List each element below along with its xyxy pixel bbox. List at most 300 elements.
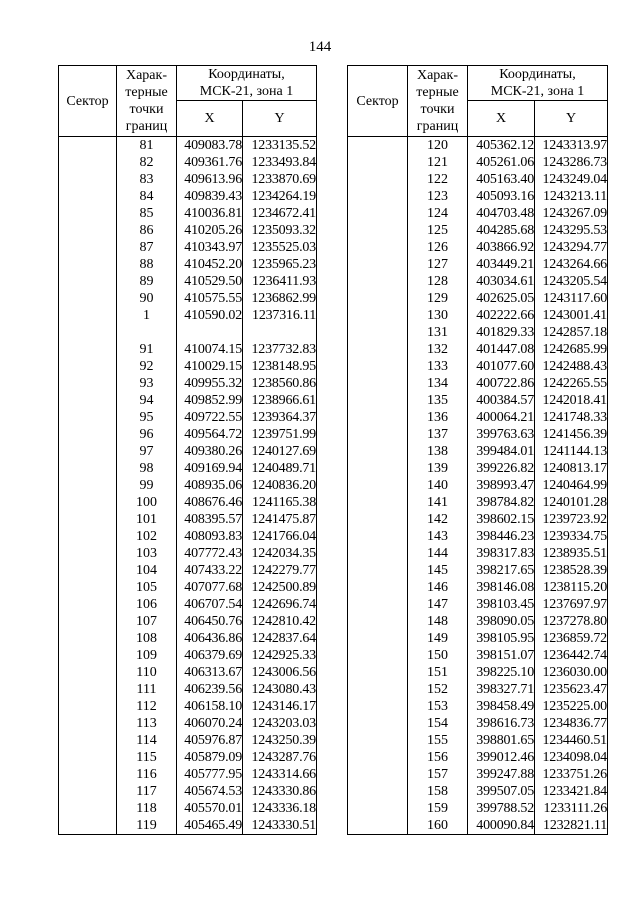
y-coordinate-cell: 1242857.18 bbox=[535, 324, 608, 341]
point-cell: 83 bbox=[117, 171, 177, 188]
page-number: 144 bbox=[308, 39, 332, 55]
y-coordinate-cell: 1232821.11 bbox=[535, 817, 608, 835]
table-row bbox=[59, 375, 317, 392]
y-coordinate-cell: 1240464.99 bbox=[535, 477, 608, 494]
x-coordinate-cell: 398993.47 bbox=[468, 477, 535, 494]
sector-cell bbox=[59, 715, 117, 732]
sector-cell bbox=[59, 460, 117, 477]
table-row bbox=[348, 154, 608, 171]
table-row bbox=[59, 205, 317, 222]
table-row bbox=[59, 171, 317, 188]
point-cell: 138 bbox=[408, 443, 468, 460]
point-cell: 122 bbox=[408, 171, 468, 188]
point-cell: 141 bbox=[408, 494, 468, 511]
y-coordinate-cell: 1234264.19 bbox=[243, 188, 317, 205]
y-coordinate-cell: 1240127.69 bbox=[243, 443, 317, 460]
x-coordinate-cell: 406313.67 bbox=[177, 664, 243, 681]
y-coordinate-cell: 1243213.11 bbox=[535, 188, 608, 205]
sector-cell bbox=[59, 511, 117, 528]
x-coordinate-cell: 402625.05 bbox=[468, 290, 535, 307]
x-coordinate-cell: 409722.55 bbox=[177, 409, 243, 426]
x-coordinate-cell: 409361.76 bbox=[177, 154, 243, 171]
point-cell: 100 bbox=[117, 494, 177, 511]
table-row bbox=[348, 698, 608, 715]
table-row bbox=[348, 817, 608, 835]
point-cell: 133 bbox=[408, 358, 468, 375]
point-cell: 107 bbox=[117, 613, 177, 630]
table-row bbox=[59, 358, 317, 375]
header-y: Y bbox=[535, 101, 608, 137]
sector-cell bbox=[59, 545, 117, 562]
table-row bbox=[348, 477, 608, 494]
y-coordinate-cell: 1235225.00 bbox=[535, 698, 608, 715]
table-row bbox=[59, 273, 317, 290]
y-coordinate-cell: 1241144.13 bbox=[535, 443, 608, 460]
point-cell: 85 bbox=[117, 205, 177, 222]
y-coordinate-cell: 1241165.38 bbox=[243, 494, 317, 511]
point-cell: 135 bbox=[408, 392, 468, 409]
table-row bbox=[59, 324, 317, 341]
sector-cell bbox=[59, 443, 117, 460]
table-row bbox=[59, 392, 317, 409]
sector-cell bbox=[59, 426, 117, 443]
point-cell: 96 bbox=[117, 426, 177, 443]
sector-cell bbox=[348, 375, 408, 392]
point-cell: 154 bbox=[408, 715, 468, 732]
x-coordinate-cell: 407077.68 bbox=[177, 579, 243, 596]
table-row bbox=[59, 817, 317, 835]
sector-cell bbox=[348, 307, 408, 324]
y-coordinate-cell: 1239723.92 bbox=[535, 511, 608, 528]
table-row bbox=[348, 715, 608, 732]
y-coordinate-cell: 1235525.03 bbox=[243, 239, 317, 256]
table-row bbox=[348, 766, 608, 783]
table-row bbox=[348, 307, 608, 324]
point-cell: 111 bbox=[117, 681, 177, 698]
y-coordinate-cell: 1243314.66 bbox=[243, 766, 317, 783]
sector-cell bbox=[59, 528, 117, 545]
x-coordinate-cell: 398146.08 bbox=[468, 579, 535, 596]
table-row bbox=[348, 341, 608, 358]
table-row bbox=[59, 562, 317, 579]
sector-cell bbox=[59, 205, 117, 222]
sector-cell bbox=[348, 545, 408, 562]
x-coordinate-cell: 408676.46 bbox=[177, 494, 243, 511]
y-coordinate-cell: 1243287.76 bbox=[243, 749, 317, 766]
table-row bbox=[348, 137, 608, 155]
x-coordinate-cell bbox=[177, 324, 243, 341]
x-coordinate-cell: 410452.20 bbox=[177, 256, 243, 273]
y-coordinate-cell: 1242925.33 bbox=[243, 647, 317, 664]
table-row bbox=[59, 154, 317, 171]
sector-cell bbox=[59, 256, 117, 273]
x-coordinate-cell: 410590.02 bbox=[177, 307, 243, 324]
sector-cell bbox=[59, 477, 117, 494]
x-coordinate-cell: 406158.10 bbox=[177, 698, 243, 715]
sector-cell bbox=[59, 732, 117, 749]
point-cell: 87 bbox=[117, 239, 177, 256]
y-coordinate-cell: 1243250.39 bbox=[243, 732, 317, 749]
x-coordinate-cell: 409083.78 bbox=[177, 137, 243, 155]
table-row bbox=[59, 749, 317, 766]
point-cell: 129 bbox=[408, 290, 468, 307]
x-coordinate-cell: 399012.46 bbox=[468, 749, 535, 766]
table-row bbox=[59, 579, 317, 596]
table-row bbox=[348, 494, 608, 511]
table-row bbox=[59, 460, 317, 477]
point-cell: 1 bbox=[117, 307, 177, 324]
table-row bbox=[59, 239, 317, 256]
point-cell: 159 bbox=[408, 800, 468, 817]
coordinates-table-right bbox=[347, 65, 608, 835]
table-row bbox=[59, 188, 317, 205]
x-coordinate-cell: 405570.01 bbox=[177, 800, 243, 817]
table-row bbox=[348, 800, 608, 817]
sector-cell bbox=[348, 460, 408, 477]
x-coordinate-cell: 398801.65 bbox=[468, 732, 535, 749]
sector-cell bbox=[59, 239, 117, 256]
table-row bbox=[59, 715, 317, 732]
y-coordinate-cell bbox=[243, 324, 317, 341]
x-coordinate-cell: 405879.09 bbox=[177, 749, 243, 766]
header-y: Y bbox=[243, 101, 317, 137]
sector-cell bbox=[348, 800, 408, 817]
sector-cell bbox=[348, 239, 408, 256]
header-boundary-points: Харак- терные точки границ bbox=[408, 66, 468, 137]
x-coordinate-cell: 404703.48 bbox=[468, 205, 535, 222]
sector-cell bbox=[348, 817, 408, 835]
table-row bbox=[348, 545, 608, 562]
sector-cell bbox=[59, 664, 117, 681]
sector-cell bbox=[59, 630, 117, 647]
x-coordinate-cell: 400722.86 bbox=[468, 375, 535, 392]
table-row bbox=[348, 256, 608, 273]
y-coordinate-cell: 1243295.53 bbox=[535, 222, 608, 239]
point-cell: 127 bbox=[408, 256, 468, 273]
point-cell: 109 bbox=[117, 647, 177, 664]
x-coordinate-cell: 405674.53 bbox=[177, 783, 243, 800]
table-row bbox=[59, 681, 317, 698]
sector-cell bbox=[59, 188, 117, 205]
sector-cell bbox=[59, 817, 117, 835]
table-row bbox=[59, 698, 317, 715]
x-coordinate-cell: 401829.33 bbox=[468, 324, 535, 341]
point-cell: 104 bbox=[117, 562, 177, 579]
sector-cell bbox=[348, 477, 408, 494]
x-coordinate-cell: 398225.10 bbox=[468, 664, 535, 681]
x-coordinate-cell: 398446.23 bbox=[468, 528, 535, 545]
x-coordinate-cell: 410036.81 bbox=[177, 205, 243, 222]
y-coordinate-cell: 1235623.47 bbox=[535, 681, 608, 698]
sector-cell bbox=[59, 613, 117, 630]
point-cell: 101 bbox=[117, 511, 177, 528]
point-cell: 139 bbox=[408, 460, 468, 477]
y-coordinate-cell: 1239334.75 bbox=[535, 528, 608, 545]
table-row bbox=[348, 324, 608, 341]
y-coordinate-cell: 1241766.04 bbox=[243, 528, 317, 545]
table-row bbox=[59, 409, 317, 426]
point-cell: 136 bbox=[408, 409, 468, 426]
y-coordinate-cell: 1239364.37 bbox=[243, 409, 317, 426]
point-cell: 145 bbox=[408, 562, 468, 579]
table-row bbox=[348, 460, 608, 477]
sector-cell bbox=[348, 256, 408, 273]
y-coordinate-cell: 1236862.99 bbox=[243, 290, 317, 307]
x-coordinate-cell: 410529.50 bbox=[177, 273, 243, 290]
sector-cell bbox=[59, 647, 117, 664]
x-coordinate-cell: 398103.45 bbox=[468, 596, 535, 613]
y-coordinate-cell: 1236030.00 bbox=[535, 664, 608, 681]
sector-cell bbox=[348, 766, 408, 783]
table-row bbox=[348, 375, 608, 392]
table-row bbox=[59, 596, 317, 613]
y-coordinate-cell: 1242018.41 bbox=[535, 392, 608, 409]
y-coordinate-cell: 1243330.86 bbox=[243, 783, 317, 800]
y-coordinate-cell: 1243294.77 bbox=[535, 239, 608, 256]
y-coordinate-cell: 1241456.39 bbox=[535, 426, 608, 443]
y-coordinate-cell: 1243286.73 bbox=[535, 154, 608, 171]
sector-cell bbox=[59, 409, 117, 426]
y-coordinate-cell: 1243006.56 bbox=[243, 664, 317, 681]
sector-cell bbox=[59, 324, 117, 341]
table-row bbox=[59, 528, 317, 545]
table-row bbox=[348, 562, 608, 579]
sector-cell bbox=[348, 290, 408, 307]
table-row bbox=[348, 647, 608, 664]
point-cell: 124 bbox=[408, 205, 468, 222]
point-cell: 143 bbox=[408, 528, 468, 545]
y-coordinate-cell: 1243267.09 bbox=[535, 205, 608, 222]
point-cell: 86 bbox=[117, 222, 177, 239]
y-coordinate-cell: 1237697.97 bbox=[535, 596, 608, 613]
point-cell: 103 bbox=[117, 545, 177, 562]
x-coordinate-cell: 406070.24 bbox=[177, 715, 243, 732]
y-coordinate-cell: 1236442.74 bbox=[535, 647, 608, 664]
point-cell bbox=[117, 324, 177, 341]
y-coordinate-cell: 1233111.26 bbox=[535, 800, 608, 817]
y-coordinate-cell: 1243264.66 bbox=[535, 256, 608, 273]
x-coordinate-cell: 399484.01 bbox=[468, 443, 535, 460]
y-coordinate-cell: 1237316.11 bbox=[243, 307, 317, 324]
sector-cell bbox=[348, 630, 408, 647]
sector-cell bbox=[59, 392, 117, 409]
y-coordinate-cell: 1237278.80 bbox=[535, 613, 608, 630]
y-coordinate-cell: 1238560.86 bbox=[243, 375, 317, 392]
x-coordinate-cell: 404285.68 bbox=[468, 222, 535, 239]
sector-cell bbox=[348, 613, 408, 630]
point-cell: 160 bbox=[408, 817, 468, 835]
y-coordinate-cell: 1233135.52 bbox=[243, 137, 317, 155]
y-coordinate-cell: 1238528.39 bbox=[535, 562, 608, 579]
x-coordinate-cell: 407772.43 bbox=[177, 545, 243, 562]
x-coordinate-cell: 405777.95 bbox=[177, 766, 243, 783]
point-cell: 134 bbox=[408, 375, 468, 392]
y-coordinate-cell: 1234460.51 bbox=[535, 732, 608, 749]
point-cell: 140 bbox=[408, 477, 468, 494]
x-coordinate-cell: 400064.21 bbox=[468, 409, 535, 426]
x-coordinate-cell: 408093.83 bbox=[177, 528, 243, 545]
sector-cell bbox=[59, 375, 117, 392]
y-coordinate-cell: 1236859.72 bbox=[535, 630, 608, 647]
y-coordinate-cell: 1234098.04 bbox=[535, 749, 608, 766]
point-cell: 92 bbox=[117, 358, 177, 375]
x-coordinate-cell: 406707.54 bbox=[177, 596, 243, 613]
y-coordinate-cell: 1241475.87 bbox=[243, 511, 317, 528]
sector-cell bbox=[348, 664, 408, 681]
point-cell: 152 bbox=[408, 681, 468, 698]
point-cell: 131 bbox=[408, 324, 468, 341]
y-coordinate-cell: 1243203.03 bbox=[243, 715, 317, 732]
point-cell: 84 bbox=[117, 188, 177, 205]
table-row bbox=[59, 511, 317, 528]
x-coordinate-cell: 409169.94 bbox=[177, 460, 243, 477]
header-x: X bbox=[468, 101, 535, 137]
sector-cell bbox=[348, 154, 408, 171]
table-row bbox=[348, 171, 608, 188]
table-row bbox=[348, 443, 608, 460]
y-coordinate-cell: 1238935.51 bbox=[535, 545, 608, 562]
y-coordinate-cell: 1234836.77 bbox=[535, 715, 608, 732]
point-cell: 146 bbox=[408, 579, 468, 596]
sector-cell bbox=[59, 290, 117, 307]
y-coordinate-cell: 1243313.97 bbox=[535, 137, 608, 155]
table-row bbox=[348, 239, 608, 256]
table-row bbox=[59, 256, 317, 273]
table-row bbox=[348, 749, 608, 766]
x-coordinate-cell: 398090.05 bbox=[468, 613, 535, 630]
point-cell: 81 bbox=[117, 137, 177, 155]
table-row bbox=[348, 596, 608, 613]
x-coordinate-cell: 405163.40 bbox=[468, 171, 535, 188]
table-row bbox=[348, 664, 608, 681]
x-coordinate-cell: 406436.86 bbox=[177, 630, 243, 647]
point-cell: 93 bbox=[117, 375, 177, 392]
x-coordinate-cell: 402222.66 bbox=[468, 307, 535, 324]
table-row bbox=[348, 613, 608, 630]
sector-cell bbox=[348, 273, 408, 290]
coordinates-table-left bbox=[58, 65, 317, 835]
x-coordinate-cell: 410074.15 bbox=[177, 341, 243, 358]
y-coordinate-cell: 1238966.61 bbox=[243, 392, 317, 409]
point-cell: 150 bbox=[408, 647, 468, 664]
y-coordinate-cell: 1238115.20 bbox=[535, 579, 608, 596]
sector-cell bbox=[348, 647, 408, 664]
header-boundary-points: Харак- терные точки границ bbox=[117, 66, 177, 137]
header-coordinates: Координаты, МСК-21, зона 1 bbox=[177, 66, 317, 101]
sector-cell bbox=[59, 154, 117, 171]
y-coordinate-cell: 1240489.71 bbox=[243, 460, 317, 477]
y-coordinate-cell: 1233870.69 bbox=[243, 171, 317, 188]
sector-cell bbox=[59, 579, 117, 596]
table-row bbox=[59, 426, 317, 443]
point-cell: 158 bbox=[408, 783, 468, 800]
x-coordinate-cell: 410205.26 bbox=[177, 222, 243, 239]
table-row bbox=[348, 358, 608, 375]
sector-cell bbox=[348, 443, 408, 460]
x-coordinate-cell: 398217.65 bbox=[468, 562, 535, 579]
y-coordinate-cell: 1239751.99 bbox=[243, 426, 317, 443]
x-coordinate-cell: 401077.60 bbox=[468, 358, 535, 375]
point-cell: 95 bbox=[117, 409, 177, 426]
table-row bbox=[348, 290, 608, 307]
y-coordinate-cell: 1242696.74 bbox=[243, 596, 317, 613]
y-coordinate-cell: 1234672.41 bbox=[243, 205, 317, 222]
sector-cell bbox=[59, 783, 117, 800]
sector-cell bbox=[59, 681, 117, 698]
sector-cell bbox=[348, 409, 408, 426]
point-cell: 142 bbox=[408, 511, 468, 528]
x-coordinate-cell: 398602.15 bbox=[468, 511, 535, 528]
x-coordinate-cell: 405976.87 bbox=[177, 732, 243, 749]
table-row bbox=[59, 732, 317, 749]
sector-cell bbox=[59, 766, 117, 783]
sector-cell bbox=[59, 341, 117, 358]
table-row bbox=[59, 341, 317, 358]
x-coordinate-cell: 398151.07 bbox=[468, 647, 535, 664]
point-cell: 106 bbox=[117, 596, 177, 613]
y-coordinate-cell: 1236411.93 bbox=[243, 273, 317, 290]
x-coordinate-cell: 406379.69 bbox=[177, 647, 243, 664]
table-row bbox=[348, 222, 608, 239]
x-coordinate-cell: 403866.92 bbox=[468, 239, 535, 256]
sector-cell bbox=[59, 171, 117, 188]
sector-cell bbox=[348, 783, 408, 800]
sector-cell bbox=[348, 188, 408, 205]
table-row bbox=[348, 392, 608, 409]
y-coordinate-cell: 1242034.35 bbox=[243, 545, 317, 562]
point-cell: 155 bbox=[408, 732, 468, 749]
sector-cell bbox=[59, 800, 117, 817]
table-row bbox=[59, 647, 317, 664]
y-coordinate-cell: 1240836.20 bbox=[243, 477, 317, 494]
sector-cell bbox=[348, 494, 408, 511]
y-coordinate-cell: 1243146.17 bbox=[243, 698, 317, 715]
x-coordinate-cell: 398784.82 bbox=[468, 494, 535, 511]
header-sector: Сектор bbox=[348, 66, 408, 137]
sector-cell bbox=[348, 137, 408, 155]
x-coordinate-cell: 403034.61 bbox=[468, 273, 535, 290]
y-coordinate-cell: 1242265.55 bbox=[535, 375, 608, 392]
table-row bbox=[348, 579, 608, 596]
x-coordinate-cell: 410029.15 bbox=[177, 358, 243, 375]
y-coordinate-cell: 1243117.60 bbox=[535, 290, 608, 307]
point-cell: 128 bbox=[408, 273, 468, 290]
sector-cell bbox=[348, 732, 408, 749]
x-coordinate-cell: 400384.57 bbox=[468, 392, 535, 409]
point-cell: 119 bbox=[117, 817, 177, 835]
point-cell: 114 bbox=[117, 732, 177, 749]
point-cell: 147 bbox=[408, 596, 468, 613]
x-coordinate-cell: 399788.52 bbox=[468, 800, 535, 817]
x-coordinate-cell: 398616.73 bbox=[468, 715, 535, 732]
point-cell: 99 bbox=[117, 477, 177, 494]
x-coordinate-cell: 408395.57 bbox=[177, 511, 243, 528]
table-row bbox=[348, 528, 608, 545]
y-coordinate-cell: 1235093.32 bbox=[243, 222, 317, 239]
x-coordinate-cell: 398327.71 bbox=[468, 681, 535, 698]
sector-cell bbox=[59, 596, 117, 613]
y-coordinate-cell: 1238148.95 bbox=[243, 358, 317, 375]
table-row bbox=[348, 426, 608, 443]
y-coordinate-cell: 1243001.41 bbox=[535, 307, 608, 324]
point-cell: 89 bbox=[117, 273, 177, 290]
x-coordinate-cell: 398458.49 bbox=[468, 698, 535, 715]
x-coordinate-cell: 407433.22 bbox=[177, 562, 243, 579]
point-cell: 120 bbox=[408, 137, 468, 155]
y-coordinate-cell: 1242837.64 bbox=[243, 630, 317, 647]
y-coordinate-cell: 1240813.17 bbox=[535, 460, 608, 477]
point-cell: 148 bbox=[408, 613, 468, 630]
